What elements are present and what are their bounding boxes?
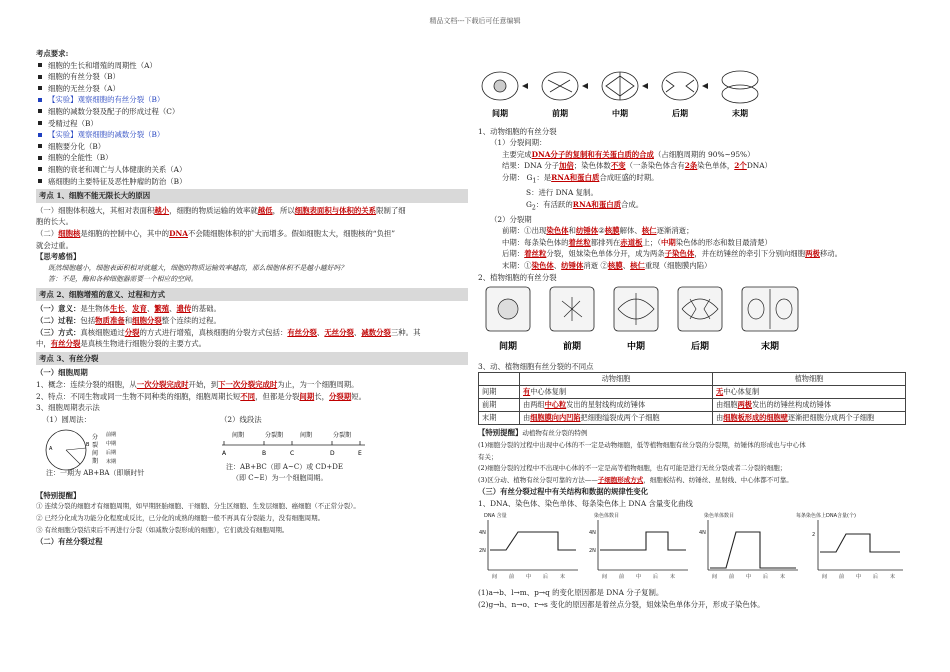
circle-note: 注：一期为 AB+BA（即顺时针 [46,468,145,477]
curve-axis-label: 前 [729,573,735,580]
page-header: 精品文档---下载后可任意编辑 [429,17,521,25]
interphase-g2: $G_2$：有活跃的RNA和蛋白质合成。 [526,199,644,212]
table-header-row [479,373,906,386]
cycle-representation: 3、细胞周期表示法 [36,403,100,413]
curve-axis-label: 间 [712,573,718,580]
regular-changes-title: （三）有丝分裂过程中有关结构和数据的规律性变化 [478,487,648,497]
difference-title: 3、动、植物细胞有丝分裂的不同点 [478,361,594,371]
cycle-feature: 2、特点：不同生物或同一生物不同种类的细胞，细胞周期长短不同，但都是分裂间期长，分裂期短。 [36,391,366,401]
curve-axis-label: 中 [636,573,642,580]
requirement-item: 受精过程（B） [36,118,468,130]
think-question: 既然细胞越小，细胞表面积相对就越大，细胞的物质运输效率越高，那么细胞体积不是越小越好吗？ [48,263,348,272]
line-letter-b: B [262,449,267,457]
circle-tag-1: 分 [92,433,99,441]
animal-mitosis-title: 1、动物细胞的有丝分裂 [478,126,557,136]
interphase-main: 主要完成DNA分子的复制和有关蛋白质的合成（占细胞周期的 90%~95%） [502,149,755,159]
curve-axis-label: 前 [619,573,625,580]
section-title-k3: 考点 3、有丝分裂 [36,352,468,366]
curve-ylabel-2: 2 [812,531,816,538]
prophase-desc: 前期：①出现染色体和纺锤体②核膜解体、核仁逐渐消逝； [502,226,694,236]
curve-axis-label: 末 [670,573,676,580]
curve-axis-label: 前 [509,573,515,580]
table-cell-animal: 由两组中心粒发出的星射线构成纺锤体 [520,399,713,412]
interphase-result: 结果：DNA 分子加倍；染色体数不变（一条染色体含有2条染色单体，2个DNA） [502,161,772,171]
animal-stage-prophase: 前期 [552,109,568,118]
k1-paragraph-2-cont: 就会过重。 [36,240,73,250]
curve-title-chromatid: 染色单体数目 [704,512,735,519]
bullet-icon [38,167,42,171]
line-segment-diagram [220,428,370,462]
curve-axis-label: 间 [822,573,828,580]
interphase-g1: 分期： $G_1$：是RNA和蛋白质合成旺盛的时期。 [502,172,659,185]
curve-axis-label: 中 [746,573,752,580]
tip2-title: 【特别提醒】动植物有丝分裂的特例 [478,428,588,438]
curve-axis-label: 末 [780,573,786,580]
table-cell-stage: 间期 [479,386,520,399]
tip-title: 【特别提醒】 [36,490,81,500]
bullet-icon [38,63,42,67]
curve-intro: 1、DNA、染色体、染色单体、每条染色体上 DNA 含量变化曲线 [478,499,693,508]
think-title: 【思考感悟】 [36,252,81,262]
table-cell-plant: 由细胞板形成的细胞壁逐渐把细胞分成两个子细胞 [713,412,906,425]
metaphase-desc: 中期：每条染色体的着丝粒都排列在赤道板上；（中期染色体的形态和数目最清楚） [502,237,772,247]
k2-method: （三）方式：真核细胞通过分裂的方式进行增殖，真核细胞的分裂方式包括：有丝分裂、无丝分裂、减数分裂三种。其 [36,327,421,337]
k2-method-cont: 中，有丝分裂是真核生物进行细胞分裂的主要方式。 [36,339,207,349]
table-header-cell [479,373,520,386]
circle-tag-telophase: 末期 [106,458,117,465]
circle-tag-prophase: 前期 [106,431,117,438]
plant-stage-interphase: 间期 [498,342,518,353]
k2-process: （二）过程：包括物质准备和细胞分裂整个连续的过程。 [36,316,221,326]
table-header-cell: 植物细胞 [713,373,906,386]
line-method-label: （2）线段法 [220,414,262,424]
circle-tag-anaphase: 后期 [106,449,117,456]
plant-cell-stages-figure [478,283,808,357]
bullet-icon [38,156,42,160]
curve-ylabel-4n-1: 4N [479,529,486,536]
bullet-icon [38,121,42,125]
line-letter-e: E [358,449,362,457]
right-column [478,66,914,610]
line-note-1: 注：AB+BC（即 A~C）或 CD+DE [226,462,343,471]
circle-tag-3: 间 [92,449,99,457]
note-dna-replication: (1)a→b、l→m、p→q 的变化原因都是 DNA 分子复制。 [478,588,664,598]
table-row [479,399,906,412]
curve-axis-label: 间 [492,573,498,580]
table-row [479,412,906,425]
note-centromere-split: (2)g→h、n→o、r→s 变化的原因都是着丝点分裂，姐妹染色单体分开，形成子染色体。 [478,599,765,609]
requirement-item: 【实验】观察细胞的减数分裂（B） [36,129,468,141]
comparison-table [478,372,906,425]
tip2-line-4: (3)区分动、植物有丝分裂可靠的方法——子细胞形成方式，细胞板结构、纺锤丝、星射线、中心体都不可靠。 [478,475,793,484]
table-cell-animal: 由细胞膜向内凹陷把细胞缢裂成两个子细胞 [520,412,713,425]
curve-axis-label: 前 [839,573,845,580]
requirement-item: 细胞的生长和增殖的周期性（A） [36,60,468,72]
tip-2: ② 已经分化成为功能分化程度成反比，已分化的成熟的细胞一般不再具有分裂能力，没有细胞周期。 [36,514,325,522]
k1-paragraph-1: （一）细胞体积越大，其相对表面积越小，细胞的物质运输的效率就越低，所以细胞表面积与体积的关系限制了细 [36,205,406,215]
tip2-line-2: 有关； [478,452,498,461]
curve-axis-label: 末 [890,573,896,580]
interphase-s: S：进行 DNA 复制。 [526,188,598,198]
bullet-icon [38,75,42,79]
line-letter-d: D [330,449,335,457]
curve-ylabel-2n-1: 2N [479,547,486,554]
anaphase-desc: 后期：着丝粒分裂，姐妹染色单体分开，成为两条子染色体，并在纺锤丝的牵引下分别向细胞两极移动。 [502,249,843,259]
cell-cycle-title: （一）细胞周期 [36,368,88,378]
plant-stage-metaphase: 中期 [626,342,646,353]
requirement-item: 细胞的有丝分裂（B） [36,71,468,83]
line-letter-c: C [290,449,295,457]
animal-cell-stages-figure [478,66,778,122]
animal-stage-interphase: 间期 [492,109,508,118]
curve-axis-label: 中 [526,573,532,580]
bullet-icon [38,109,42,113]
section-title-k2: 考点 2、细胞增殖的意义、过程和方式 [36,288,468,302]
line-tag-2: 分裂期 [265,431,284,439]
line-tag-1: 间期 [232,431,245,439]
left-column [36,48,468,548]
cycle-concept: 1、概念：连续分裂的细胞，从一次分裂完成时开始，到下一次分裂完成时为止，为一个细胞周期。 [36,380,359,390]
curve-ylabel-4n-3: 4N [699,529,706,536]
bullet-icon [38,133,42,137]
circle-tag-2: 裂 [92,441,99,449]
line-letter-a: A [222,449,227,457]
plant-stage-telophase: 末期 [760,342,780,353]
table-cell-stage: 前期 [479,399,520,412]
curve-axis-label: 后 [873,573,879,580]
line-tag-4: 分裂期 [333,431,352,439]
circle-tag-4: 期 [92,457,99,465]
curve-axis-label: 中 [856,573,862,580]
table-cell-stage: 末期 [479,412,520,425]
line-note-2: （即 C~E）为一个细胞周期。 [232,473,328,482]
content-curves-figure [478,510,908,584]
interphase-title: （1）分裂间期： [490,138,547,148]
cycle-diagrams [36,414,468,490]
curve-title-dna-per-chromosome: 每条染色体上DNA含量(个) [796,512,856,519]
curve-title-chromosome: 染色体数目 [594,512,620,519]
line-tag-3: 间期 [300,431,313,439]
k1-paragraph-1-cont: 胞的长大。 [36,217,73,227]
bullet-icon [38,98,42,102]
table-header-cell: 动物细胞 [520,373,713,386]
curve-title-dna: DNA 含量 [484,512,507,519]
requirement-item: 癌细胞的主要特征及恶性肿瘤的防治（B） [36,176,468,188]
animal-stage-anaphase: 后期 [672,109,688,118]
k1-paragraph-2: （二）细胞核是细胞的控制中心，其中的DNA不会随细胞体积的扩大而增多。假如细胞太大，细胞核的“负担” [36,228,396,238]
k2-meaning: （一）意义：是生物体生长、发育、繁殖、遗传的基础。 [36,304,221,314]
tip2-line-3: (2)细胞分裂的过程中不出现中心体的不一定是高等植物细胞，也有可能是进行无丝分裂或者二分裂的细胞； [478,464,787,473]
curve-axis-label: 末 [560,573,566,580]
mitotic-phase-title: （2）分裂期 [490,214,532,224]
mitosis-process-title: （二）有丝分裂过程 [36,537,103,547]
curve-axis-label: 后 [653,573,659,580]
tip-3: ③ 有丝细胞分裂结束后不再进行分裂（如减数分裂形成的细胞），它们就没有细胞周期。 [36,525,289,534]
table-cell-plant: 无中心体复制 [713,386,906,399]
tip2-line-1: (1)细胞分裂的过程中出现中心体的不一定是动物细胞，低等植物细胞有丝分裂的分裂期，纺锤体的形成也与中心体 [478,441,806,450]
plant-stage-prophase: 前期 [562,342,582,353]
bullet-icon [38,179,42,183]
requirements-list [36,60,468,188]
requirements-title: 考点要求: [36,49,69,58]
requirement-item: 细胞要分化（B） [36,141,468,153]
tip-1: ① 连续分裂的细胞才有细胞周期，如早期胚胎细胞、干细胞、分生区细胞、生发层细胞、癌细胞（不正常分裂）。 [36,502,360,511]
plant-stage-anaphase: 后期 [690,342,710,353]
think-answer: 答：不是，酶和各种细胞器需要一个相应的空间。 [48,275,198,284]
plant-mitosis-title: 2、植物细胞的有丝分裂 [478,272,557,282]
requirement-item: 细胞的全能性（B） [36,152,468,164]
animal-stage-telophase: 末期 [732,109,748,118]
requirement-item: 细胞的衰老和凋亡与人体健康的关系（A） [36,164,468,176]
bullet-icon [38,144,42,148]
table-cell-animal: 有中心体复制 [520,386,713,399]
table-row [479,386,906,399]
curve-ylabel-4n-2: 4N [589,529,596,536]
circle-label-a: A [49,445,53,452]
telophase-desc: 末期：①染色体、纺锤体消逝 ②核膜、核仁重现（细胞膜内陷） [502,261,712,271]
curve-axis-label: 后 [543,573,549,580]
curve-axis-label: 间 [602,573,608,580]
circle-method-label: （1）圆周法： [42,414,92,424]
section-title-k1: 考点 1、细胞不能无限长大的原因 [36,189,468,203]
curve-ylabel-2n-2: 2N [589,547,596,554]
table-cell-plant: 由细胞两极发出的纺锤丝构成纺锤体 [713,399,906,412]
circle-label-b: B [86,441,90,448]
requirement-item: 细胞的无丝分裂（A） [36,83,468,95]
circle-tag-metaphase: 中期 [106,440,117,447]
curve-axis-label: 后 [763,573,769,580]
bullet-icon [38,86,42,90]
animal-stage-metaphase: 中期 [612,109,628,118]
requirement-item: 细胞的减数分裂及配子的形成过程（C） [36,106,468,118]
requirement-item: 【实验】观察细胞的有丝分裂（B） [36,94,468,106]
